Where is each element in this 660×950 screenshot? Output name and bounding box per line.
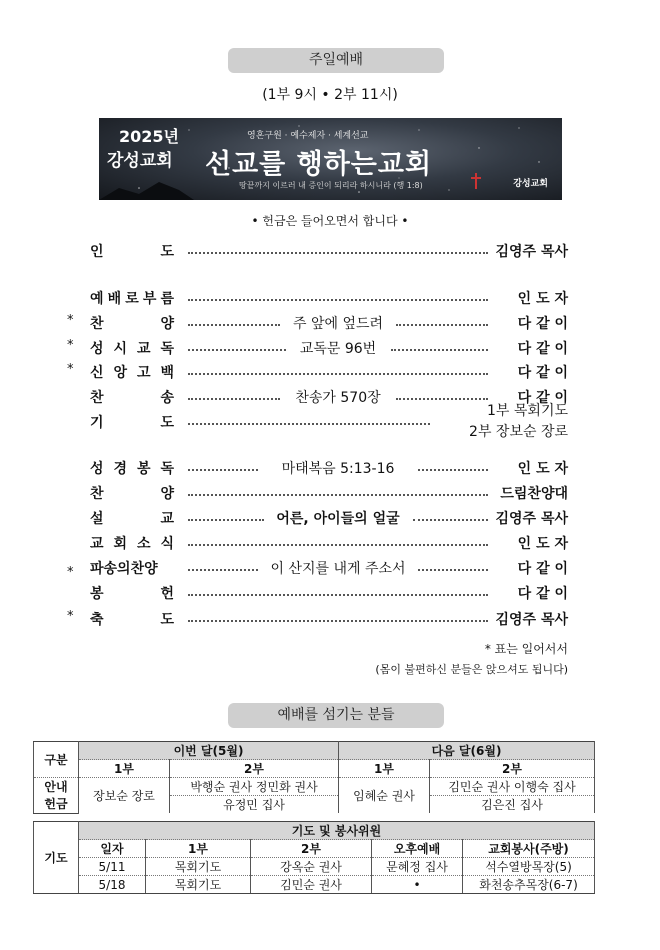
stand-marker: * xyxy=(67,609,74,624)
stand-marker: * xyxy=(67,313,74,328)
leader-dots xyxy=(188,469,258,471)
order-item-leader: 드림찬양대 xyxy=(500,486,568,502)
prayer-table xyxy=(33,821,595,894)
next-month-header: 다음 달(6월) xyxy=(339,742,595,760)
order-row xyxy=(0,508,660,530)
order-item-label: 교 회 소 식 xyxy=(90,536,174,552)
order-item-leader: 인 도 자 xyxy=(517,291,568,307)
order-row xyxy=(0,458,660,480)
this-part2-header: 2부 xyxy=(170,760,339,778)
prayer-cell: 화천송추목장(6-7) xyxy=(463,876,595,894)
leader-dots xyxy=(188,594,488,596)
prayer-cell: 5/18 xyxy=(79,876,146,894)
col-label: 구분 xyxy=(34,742,79,778)
order-row xyxy=(0,609,660,631)
order-row xyxy=(0,288,660,310)
order-item-label: 찬 양 xyxy=(90,316,174,332)
order-row xyxy=(0,241,660,263)
order-row xyxy=(0,558,660,580)
prayer-cell: 목회기도 xyxy=(146,858,251,876)
next-part1-server: 임혜순 권사 xyxy=(339,778,430,814)
prayer-col-header: 교회봉사(주방) xyxy=(463,840,595,858)
order-item-leader: 김영주 목사 xyxy=(495,244,568,260)
usher-label: 안내 xyxy=(34,778,79,796)
order-item-content: 찬송가 570장 xyxy=(295,390,381,406)
order-item-label: 찬 송 xyxy=(90,390,174,406)
prayer-cell: 석수열방목장(5) xyxy=(463,858,595,876)
leader-dots xyxy=(188,324,280,326)
servers-table xyxy=(33,741,595,814)
order-item-leader: 다 같 이 xyxy=(517,561,568,577)
order-item-leader: 다 같 이 xyxy=(517,341,568,357)
prayer-col-header: 1부 xyxy=(146,840,251,858)
prayer-col-header: 오후예배 xyxy=(372,840,463,858)
order-item-leader: 인 도 자 xyxy=(517,536,568,552)
order-item-leader: 김영주 목사 xyxy=(495,612,568,628)
order-item-leader: 다 같 이 xyxy=(517,390,568,406)
order-item-label: 축 도 xyxy=(90,612,174,628)
order-item-label: 성 경 봉 독 xyxy=(90,461,174,477)
leader-dots xyxy=(188,519,264,521)
leader-dots xyxy=(188,398,280,400)
order-item-leader: 인 도 자 xyxy=(517,461,568,477)
order-row xyxy=(0,338,660,360)
stand-note-detail: (몸이 불편하신 분들은 앉으셔도 됩니다) xyxy=(375,663,568,676)
leader-dots xyxy=(188,494,488,496)
prayer-label: 기도 xyxy=(34,822,79,894)
this-part1-server: 장보순 장로 xyxy=(79,778,170,814)
leader-dots xyxy=(188,299,488,301)
order-item-label: 설 교 xyxy=(90,511,174,527)
prayer-cell: 목회기도 xyxy=(146,876,251,894)
order-item-content: 주 앞에 엎드려 xyxy=(292,316,384,332)
order-item-leader-2: 2부 장보순 장로 xyxy=(469,424,568,440)
order-item-label: 찬 양 xyxy=(90,486,174,502)
order-item-label: 파송의찬양 xyxy=(90,561,158,577)
leader-dots xyxy=(418,569,488,571)
this-part2-usher: 박행순 권사 정민화 권사 xyxy=(170,778,339,796)
prayer-col-header: 2부 xyxy=(251,840,372,858)
order-item-label: 기 도 xyxy=(90,415,174,431)
order-row xyxy=(0,313,660,335)
prayer-col-header: 일자 xyxy=(79,840,146,858)
service-times: (1부 9시 • 2부 11시) xyxy=(262,87,398,103)
prayer-cell: • xyxy=(372,876,463,894)
banner-year: 2025년 xyxy=(119,127,179,146)
leader-dots xyxy=(391,349,489,351)
this-part2-offering: 유정민 집사 xyxy=(170,796,339,814)
offering-label: 헌금 xyxy=(34,796,79,814)
order-item-content: 어른, 아이들의 얼굴 xyxy=(276,511,400,527)
banner-church: 강성교회 xyxy=(107,151,173,171)
next-part2-offering: 김은진 집사 xyxy=(430,796,595,814)
leader-dots xyxy=(188,569,258,571)
leader-dots xyxy=(188,544,488,546)
order-item-content: 교독문 96번 xyxy=(299,341,377,357)
order-item-content: 이 산지를 내게 주소서 xyxy=(270,561,406,577)
order-item-leader: 다 같 이 xyxy=(517,365,568,381)
order-item-label: 성 시 교 독 xyxy=(90,341,174,357)
banner-slogan: 선교를 행하는교회 xyxy=(205,149,433,180)
leader-dots xyxy=(418,469,488,471)
next-part2-usher: 김민순 권사 이행숙 집사 xyxy=(430,778,595,796)
this-month-header: 이번 달(5월) xyxy=(79,742,339,760)
leader-dots xyxy=(188,423,430,425)
order-item-content: 마태복음 5:13-16 xyxy=(281,461,395,477)
order-item-label: 신 앙 고 백 xyxy=(90,365,174,381)
next-part2-header: 2부 xyxy=(430,760,595,778)
prayer-cell: 김민순 권사 xyxy=(251,876,372,894)
order-row xyxy=(0,362,660,384)
order-item-leader: 다 같 이 xyxy=(517,586,568,602)
this-part1-header: 1부 xyxy=(79,760,170,778)
stand-note: * 표는 일어서서 xyxy=(484,642,568,656)
stand-marker: * xyxy=(67,362,74,377)
order-item-leader: 1부 목회기도 xyxy=(487,403,568,419)
leader-dots xyxy=(188,620,488,622)
leader-dots xyxy=(413,519,489,521)
prayer-header: 기도 및 봉사위원 xyxy=(79,822,595,840)
offering-note: • 헌금은 들어오면서 합니다 • xyxy=(251,214,409,228)
banner-tagline: 영혼구원 · 예수제자 · 세계선교 xyxy=(247,131,369,141)
order-row xyxy=(0,403,660,440)
section-title-worship: 주일예배 xyxy=(228,48,444,73)
order-item-label: 인 도 xyxy=(90,244,174,260)
leader-dots xyxy=(188,373,488,375)
leader-dots xyxy=(188,252,488,254)
stand-marker: * xyxy=(67,338,74,353)
prayer-cell: 문혜정 집사 xyxy=(372,858,463,876)
order-item-leader: 다 같 이 xyxy=(517,316,568,332)
section-title-servers: 예배를 섬기는 분들 xyxy=(228,703,444,728)
banner xyxy=(99,118,562,200)
church-logo-icon xyxy=(470,173,482,189)
order-item-label: 예 배 로 부 름 xyxy=(90,291,174,307)
order-row xyxy=(0,533,660,555)
banner-logo-text: 강성교회 xyxy=(513,179,548,189)
order-item-leader: 김영주 목사 xyxy=(495,511,568,527)
order-row xyxy=(0,483,660,505)
banner-verse: 땅끝까지 이르러 내 증인이 되리라 하시니라 (행 1:8) xyxy=(239,181,423,190)
stand-marker: * xyxy=(67,565,74,580)
next-part1-header: 1부 xyxy=(339,760,430,778)
order-item-label: 봉 헌 xyxy=(90,586,174,602)
leader-dots xyxy=(396,398,488,400)
prayer-cell: 강옥순 권사 xyxy=(251,858,372,876)
leader-dots xyxy=(396,324,488,326)
leader-dots xyxy=(188,349,286,351)
prayer-cell: 5/11 xyxy=(79,858,146,876)
